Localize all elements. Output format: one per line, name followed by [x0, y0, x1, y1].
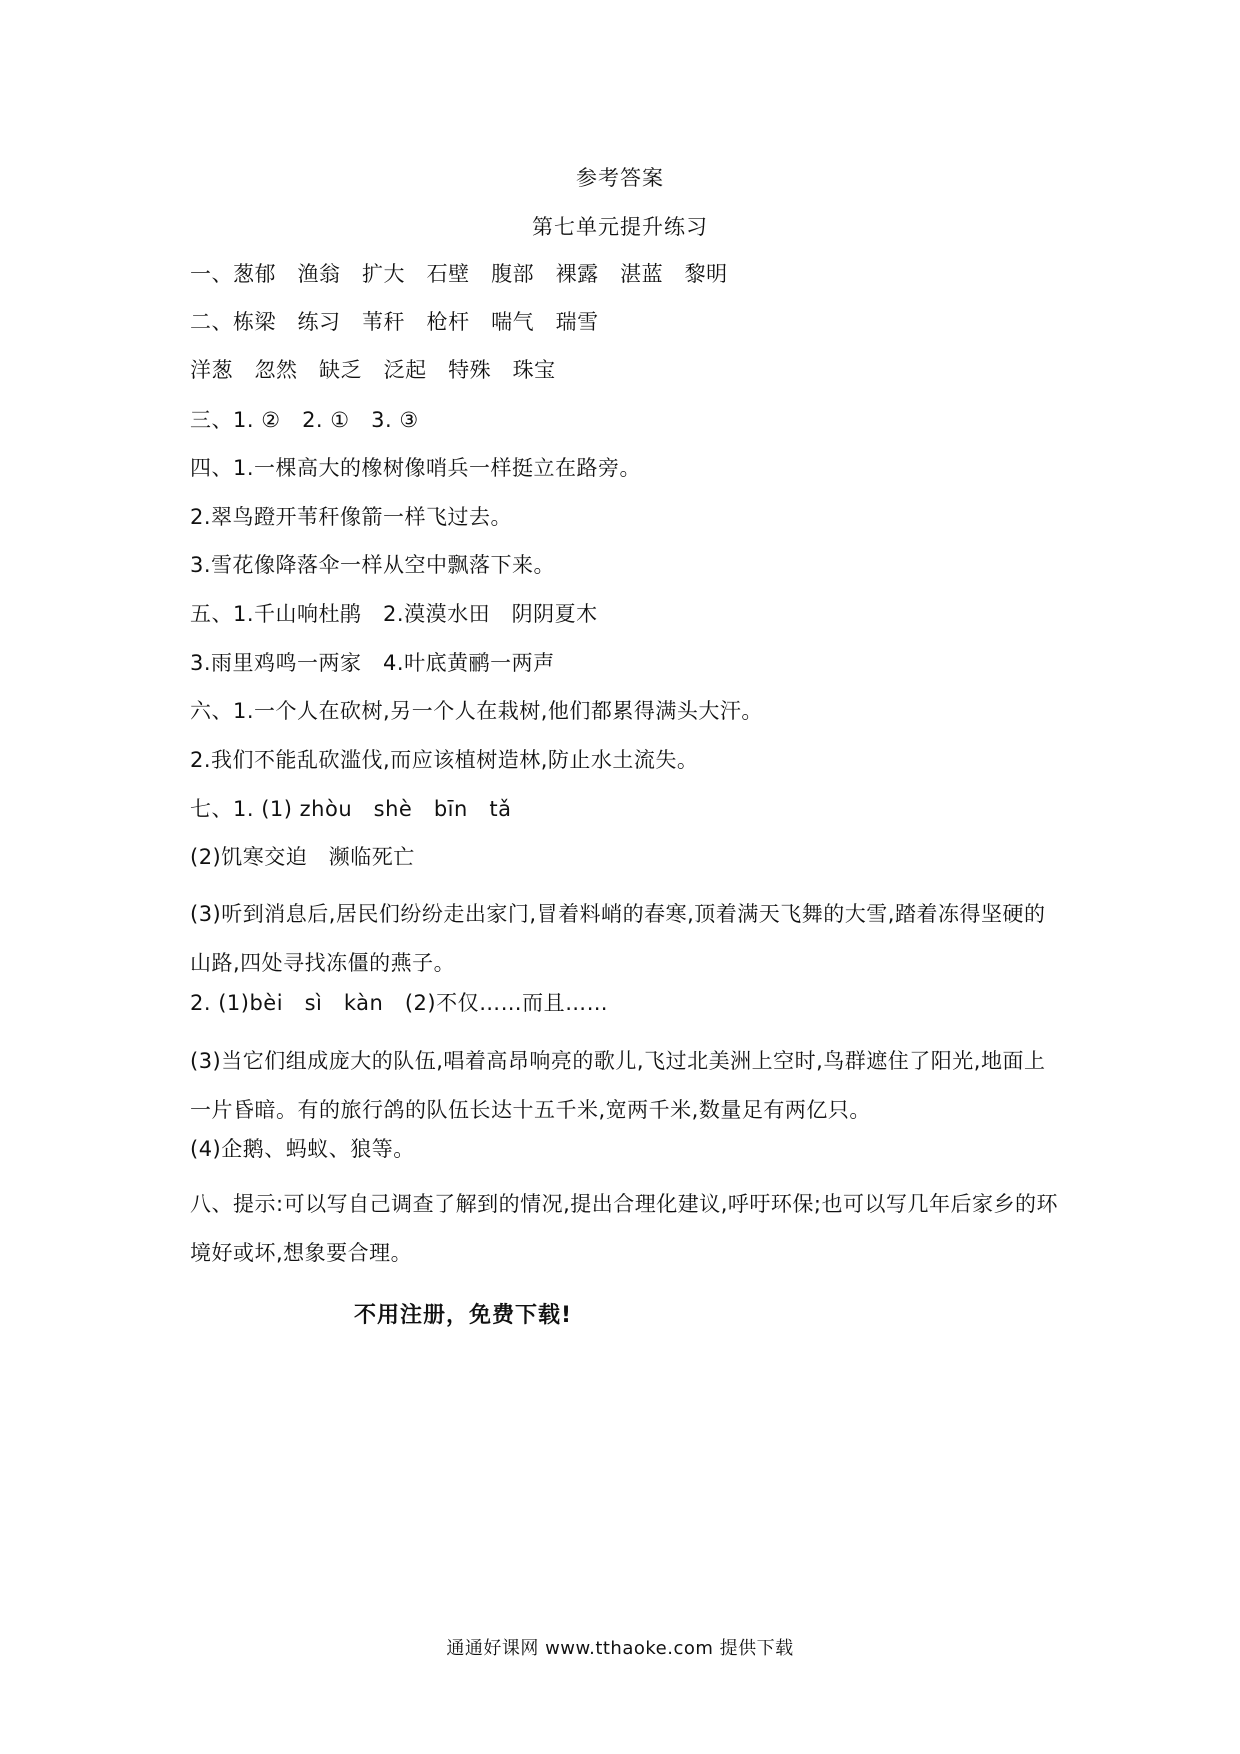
answer-q1: 一、葱郁 渔翁 扩大 石壁 腹部 裸露 湛蓝 黎明 — [190, 262, 728, 286]
answer-q5-1: 五、1.千山响杜鹃 2.漠漠水田 阴阴夏木 — [190, 602, 598, 626]
answer-q7-5: (3)当它们组成庞大的队伍,唱着高昂响亮的歌儿,飞过北美洲上空时,鸟群遮住了阳光,地面上一片昏暗。有的旅行鸽的队伍长达十五千米,宽两千米,数量足有两亿只。 — [190, 1049, 1046, 1122]
answer-q7-4: 2. (1)bèi sì kàn (2)不仅……而且…… — [190, 991, 609, 1015]
answer-q2-line2: 洋葱 忽然 缺乏 泛起 特殊 珠宝 — [190, 358, 556, 382]
footer-text: 通通好课网 www.tthaoke.com 提供下载 — [446, 1638, 794, 1659]
answer-q7-2: (2)饥寒交迫 濒临死亡 — [190, 845, 415, 869]
page-title: 参考答案 — [576, 166, 664, 190]
answer-q4-1: 四、1.一棵高大的橡树像哨兵一样挺立在路旁。 — [190, 456, 642, 480]
answer-q3: 三、1. ② 2. ① 3. ③ — [190, 408, 419, 432]
answer-q5-2: 3.雨里鸡鸣一两家 4.叶底黄鹂一两声 — [190, 651, 555, 675]
answer-q2-line1: 二、栋梁 练习 苇秆 枪杆 喘气 瑞雪 — [190, 310, 599, 334]
answer-q6-1: 六、1.一个人在砍树,另一个人在栽树,他们都累得满头大汗。 — [190, 699, 763, 723]
promo-text: 不用注册，免费下载! — [354, 1303, 573, 1328]
answer-q7-1: 七、1. (1) zhòu shè bīn tǎ — [190, 797, 512, 821]
answer-q8: 八、提示:可以写自己调查了解到的情况,提出合理化建议,呼吁环保;也可以写几年后家乡的环境好或坏,想象要合理。 — [190, 1192, 1058, 1265]
answer-q4-2: 2.翠鸟蹬开苇秆像箭一样飞过去。 — [190, 505, 513, 529]
answer-q7-6: (4)企鹅、蚂蚁、狼等。 — [190, 1137, 415, 1161]
answer-q4-3: 3.雪花像降落伞一样从空中飘落下来。 — [190, 553, 556, 577]
page-subtitle: 第七单元提升练习 — [532, 215, 708, 239]
answer-q6-2: 2.我们不能乱砍滥伐,而应该植树造林,防止水土流失。 — [190, 748, 699, 772]
answer-q7-3: (3)听到消息后,居民们纷纷走出家门,冒着料峭的春寒,顶着满天飞舞的大雪,踏着冻得坚硬的山路,四处寻找冻僵的燕子。 — [190, 902, 1046, 975]
